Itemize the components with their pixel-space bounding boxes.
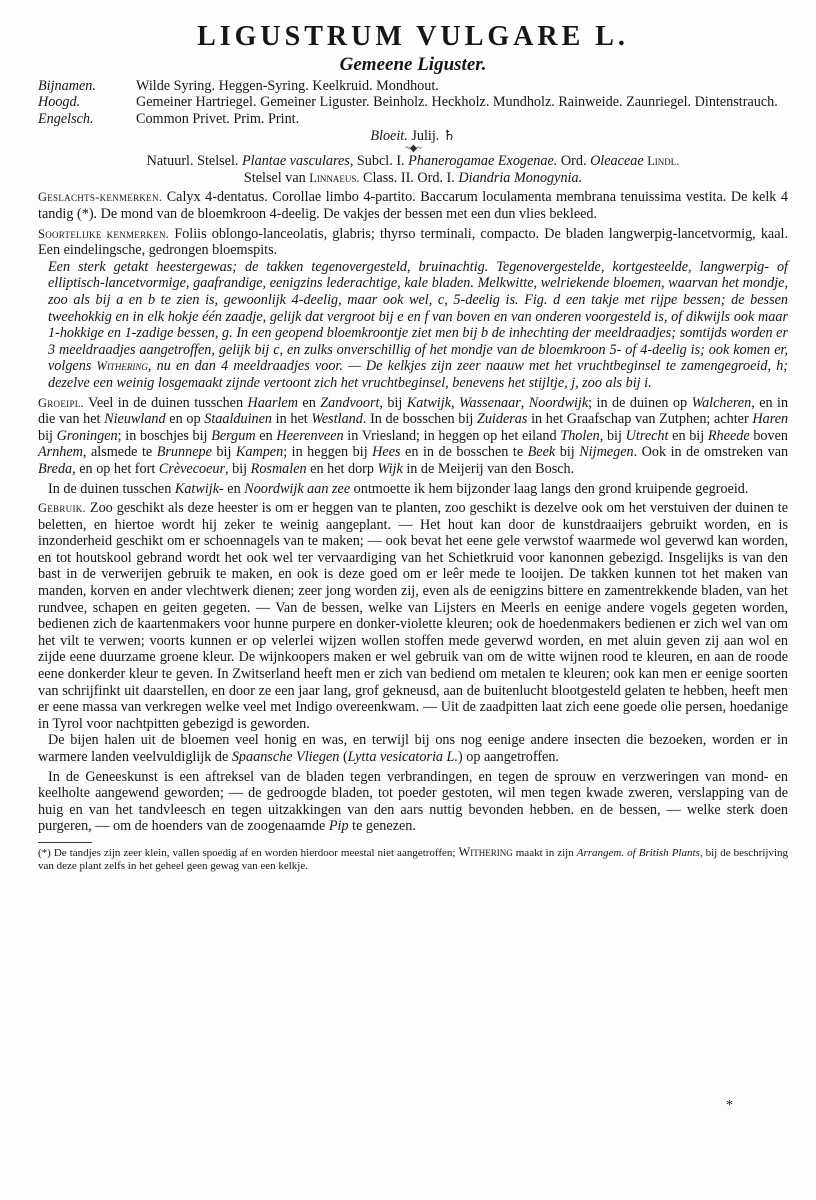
habitat-text: , en in die van het — [38, 394, 789, 428]
place-name: Nijmegen — [579, 444, 634, 461]
place-name: Bergum — [211, 427, 256, 444]
usage-paragraph — [38, 500, 788, 732]
place-name: Nieuwland — [104, 411, 166, 428]
dunes-text: ontmoette ik hem bijzonder laag langs den grond kruipende gegroeid. — [353, 480, 749, 497]
habitat-text: , alsmede te — [82, 444, 153, 461]
names-label: Hoogd. — [38, 94, 81, 111]
place-name: Zandvoort — [320, 394, 380, 411]
disease-name: Pip — [328, 818, 349, 835]
habitat-text: en op — [169, 411, 201, 428]
footnote-text: (*) De tandjes zijn zeer klein, vallen spoedig af en worden hierdoor meestal niet aangetroffen; — [38, 846, 456, 859]
place-name: Beek — [527, 444, 556, 461]
natuurl-text: , Subcl. I. — [349, 153, 405, 170]
habitat-text: , — [520, 394, 525, 411]
linnaeus-taxon: Diandria Monogynia. — [458, 169, 583, 186]
habitat-text: boven — [753, 427, 789, 444]
description-text: Een sterk getakt heestergewas; de takken tegenovergesteld, bruinachtig. Tegenovergestelde, kortgesteelde, langwerpig- of elliptisch-lancetvormige, gaafrandige, eenigzins lederachtige, kale bladen. Melkwitte, welriekende bloemen, waarvan het mondje, zoo als bij a en b te zien is, gewoonlijk 4-deelig, maar ook wel, c, 5-deelig is. Fig. d een takje met rijpe bessen; de bessen tweehokkig en in elk hokje één zaadje, gelijk dat vergroot bij e en f van boven en van onderen voorgesteld is, of dikwijls ook maar 1-hokkige en 1-zadige bessen, g. In een geopend bloemkroontje ziet men bij b de inhechting der meeldraadjes; somtijds worden er 3 meeldraadjes aangetroffen, gelijk bij c, en zulks onverschillig of het mondje van de bloemkroon 5- of 4-deelig is; ook komen er, volgens — [48, 258, 788, 375]
medicine-text: In de Geneeskunst is een aftreksel van de bladen tegen verbrandingen, en tegen de sprouw en verzweringen van mond- en keelholte aangewend geworden; — de gedroogde bladen, tot poeder gestoten, wil men tegen kwade zweren, verslapping van de huig en van het tandvleesch en tegen uitzakkingen van den aars nuttig bevonden hebben. en de bessen, — welke sterk doen purgeren, — om de hoenders van de zoogenaamde — [38, 768, 788, 835]
names-row — [38, 111, 788, 127]
place-name: Utrecht — [625, 427, 669, 444]
dunes-text: In de duinen tusschen — [48, 480, 172, 497]
place-name: Heerenveen — [276, 427, 344, 444]
habitat-text: en — [302, 394, 316, 411]
linnaeus-text: Stelsel van — [243, 169, 306, 186]
place-name: Kampen — [235, 444, 284, 461]
book-title: Arrangem. of British Plants — [576, 846, 700, 859]
names-row — [38, 94, 788, 110]
place-name: Breda — [38, 460, 73, 477]
habitat-text: en het dorp — [310, 460, 374, 477]
place-name: Staalduinen — [204, 411, 272, 428]
dunes-paragraph — [38, 481, 788, 498]
habitat-text: ; in heggen bij — [283, 444, 368, 461]
natuurl-taxon: Plantae vasculares — [242, 153, 350, 170]
habitat-text: Veel in de duinen tusschen — [88, 394, 244, 411]
habitat-text: . Ook in de omstreken van — [633, 444, 789, 461]
place-name: Haarlem — [247, 394, 298, 411]
natuurl-text: Ord. — [560, 153, 587, 170]
bees-text: ( — [342, 749, 348, 765]
habitat-text: bij — [216, 444, 232, 461]
habitat-text: bij — [38, 427, 53, 444]
habitat-text: , en op het fort — [72, 460, 156, 477]
author-name: Withering — [96, 359, 148, 374]
place-name: Arnhem — [38, 444, 83, 461]
section-heading: Gebruik. — [38, 501, 86, 516]
bees-paragraph — [38, 732, 788, 765]
species-characters — [38, 226, 788, 259]
habitat-text: . In de bosschen bij — [362, 411, 474, 428]
medicine-text: te genezen. — [352, 818, 416, 835]
insect-name: Lytta vesicatoria L. — [347, 749, 458, 765]
footnote-text: maakt in zijn — [515, 846, 574, 859]
names-row — [38, 78, 788, 94]
place-name: Haren — [752, 411, 789, 428]
section-text: Foliis oblongo-lanceolatis, glabris; thyrso terminali, compacto. De bladen langwerpig-lancetvormig, kaal. Een eindelingsche, gedrongen bloemspits. — [38, 225, 788, 259]
habitat-text: , bij — [599, 427, 622, 444]
place-name: Walcheren — [691, 394, 752, 411]
names-label: Bijnamen. — [38, 78, 96, 94]
habitat-text: , — [451, 394, 455, 411]
habitat-text: bij — [559, 444, 575, 461]
place-name: Crèvecoeur — [158, 460, 226, 477]
habitat-text: ; in boschjes bij — [117, 427, 208, 444]
names-value: Common Privet. Prim. Print. — [136, 110, 300, 127]
linnaeus-text: Class. II. Ord. I. — [363, 169, 455, 186]
place-name: Wijk — [377, 460, 403, 477]
natuurl-taxon: Phanerogamae Exogenae. — [408, 153, 558, 170]
names-value: Wilde Syring. Heggen-Syring. Keelkruid. Mondhout. — [136, 78, 439, 94]
place-name: Zuideras — [476, 411, 528, 428]
insect-name: Spaansche Vliegen — [231, 749, 340, 765]
linnaeus-author: Linnaeus. — [309, 170, 360, 185]
habitat-paragraph — [38, 395, 788, 478]
footnote — [38, 846, 788, 873]
natuurl-author: Lindl. — [647, 154, 680, 169]
section-text: Calyx 4-dentatus. Corollae limbo 4-partito. Baccarum loculamenta membrana tenuissima vestita. De kelk 4 tandig (*). De mond van de bloemkroon 4-deelig. De vakjes der bessen met een dun vlies bekleed. — [38, 189, 788, 222]
place-name: Rosmalen — [250, 460, 307, 477]
section-text: Zoo geschikt als deze heester is om er heggen van te planten, zoo geschikt is dezelve ook om het verstuiven der duinen te beletten, en hiertoe wordt hij zeker te weinig aangeplant. — Het hout kan door de kunstdraaijers gebruikt worden, en is inzonderheid geschikt om er schoennagels van te maken; — ook bevat het eene gele verwstof waarmede wol geverwd kan worden, en tot houtskool gebrand wordt het ook wel ter vervaardiging van het Schietkruid voor kanonnen gebezigd. Insgelijks is van den bast in de verwerijen gebruik te maken, en ook is deze goed om er leêr mede te looijen. De takken kunnen tot het maken van manden, korven en ander vlechtwerk dienen; zeer jong worden zij, even als de eenigzins bittere en zamentrekkende bladen, van het rundvee, schapen en geiten gegeten. — Van de bessen, welke van Lijsters en Meerls en eenige andere vogels gegeten worden, bedienen zich de kaartenmakers voor hunne purpere en donker-violette kleuren; ook de hoedenmakers bedienen er zich wel van om het vilt te verwen; voorts kunnen er op velerlei wijzen wollen stoffen mede geverwd worden, en met aluin geven zij aan wol en zijde eene duurzame groene kleur. De wijnkoopers maken er wel gebruik van om de witte wijnen rood te kleuren, en aan de roode eene donkerder kleur te geven. In Zwitserland heeft men er zich van bediend om metalen te kleuren; ook kan men er eenige soorten van schrijfinkt uit daarstellen, en door ze een jaar lang, grof gekneusd, aan de buitenlucht blootgesteld gelaten te hebben, heeft men er eene massa van verkregen welke veel met Indigo overeenkwam. — Uit de zaadpitten laat zich eene goede olie persen, hoedanige in Tyrol voor nachtpitten gebezigd is geworden. — [38, 500, 788, 732]
species-description — [38, 259, 788, 392]
author-name: Withering — [458, 844, 513, 859]
medicine-paragraph — [38, 769, 788, 835]
place-name: Katwijk — [406, 394, 451, 411]
shrub-symbol-icon: ♄ — [442, 128, 456, 145]
habitat-text: en bij — [672, 427, 705, 444]
names-value: Gemeiner Hartriegel. Gemeiner Liguster. Beinholz. Heckholz. Mundholz. Rainweide. Zaunriegel. Dintenstrauch. — [136, 94, 778, 111]
dunes-text: en — [227, 480, 241, 497]
section-heading: Soortelijke kenmerken. — [38, 226, 170, 241]
habitat-text: , bij — [225, 460, 248, 477]
bees-text: ) op aangetroffen. — [458, 749, 559, 765]
page-subtitle: Gemeene Liguster. — [339, 54, 487, 75]
habitat-text: in de Meijerij van den Bosch. — [406, 460, 575, 477]
names-label: Engelsch. — [38, 110, 94, 127]
footnote-divider — [38, 842, 92, 843]
place-name: Wassenaar — [459, 394, 521, 411]
place-name: Noordwijk aan zee — [244, 480, 351, 497]
habitat-text: en in de bosschen te — [405, 444, 524, 461]
place-name: Brunnepe — [156, 444, 212, 461]
place-name: Westland — [311, 411, 363, 428]
place-name: Hees — [372, 444, 401, 461]
place-name: Katwijk- — [174, 480, 224, 497]
flowering-month: Julij. — [411, 128, 440, 145]
natural-system — [38, 153, 788, 186]
place-name: Groningen — [56, 427, 118, 444]
place-name: Rheede — [707, 427, 750, 444]
habitat-text: in het — [275, 411, 308, 428]
habitat-text: en — [259, 427, 273, 444]
natuurl-text: Natuurl. Stelsel. — [146, 153, 239, 170]
habitat-text: in het Graafschap van Zutphen; achter — [531, 411, 749, 428]
natuurl-taxon: Oleaceae — [590, 153, 644, 170]
place-name: Noordwijk — [528, 394, 589, 411]
asterisk-mark: * — [726, 1098, 733, 1113]
page-title: LIGUSTRUM VULGARE L. — [197, 21, 629, 52]
flowering-label: Bloeit. — [370, 128, 408, 145]
section-heading: Geslachts-kenmerken. — [38, 190, 163, 205]
section-heading: Groeipl. — [38, 395, 84, 410]
genus-characters — [38, 189, 788, 222]
description-text: , nu en dan 4 meeldraadjes voor. — De kelkjes zijn zeer naauw met het vruchtbeginsel te zamengegroeid, h; dezelve een weinig losgemaakt zijnde vertoont zich het vruchtbeginsel, benevens het stijltje, j, zoo als bij i. — [48, 358, 789, 391]
habitat-text: ; in de duinen op — [588, 394, 688, 411]
vernacular-names — [38, 78, 788, 127]
place-name: Tholen — [560, 427, 600, 444]
habitat-text: in Vriesland; in heggen op het eiland — [347, 427, 557, 444]
ornament-divider: ~◆~ — [405, 143, 421, 155]
habitat-text: , bij — [379, 394, 403, 411]
bees-text: De bijen halen uit de bloemen veel honig en was, en terwijl bij ons nog eenige andere insecten die bezoeken, worden er in warmere landen veelvuldiglijk de — [38, 732, 788, 765]
footnote-text: , bij de beschrijving van deze plant zelfs in het geheel geen gewag van een kelkje. — [38, 846, 789, 872]
